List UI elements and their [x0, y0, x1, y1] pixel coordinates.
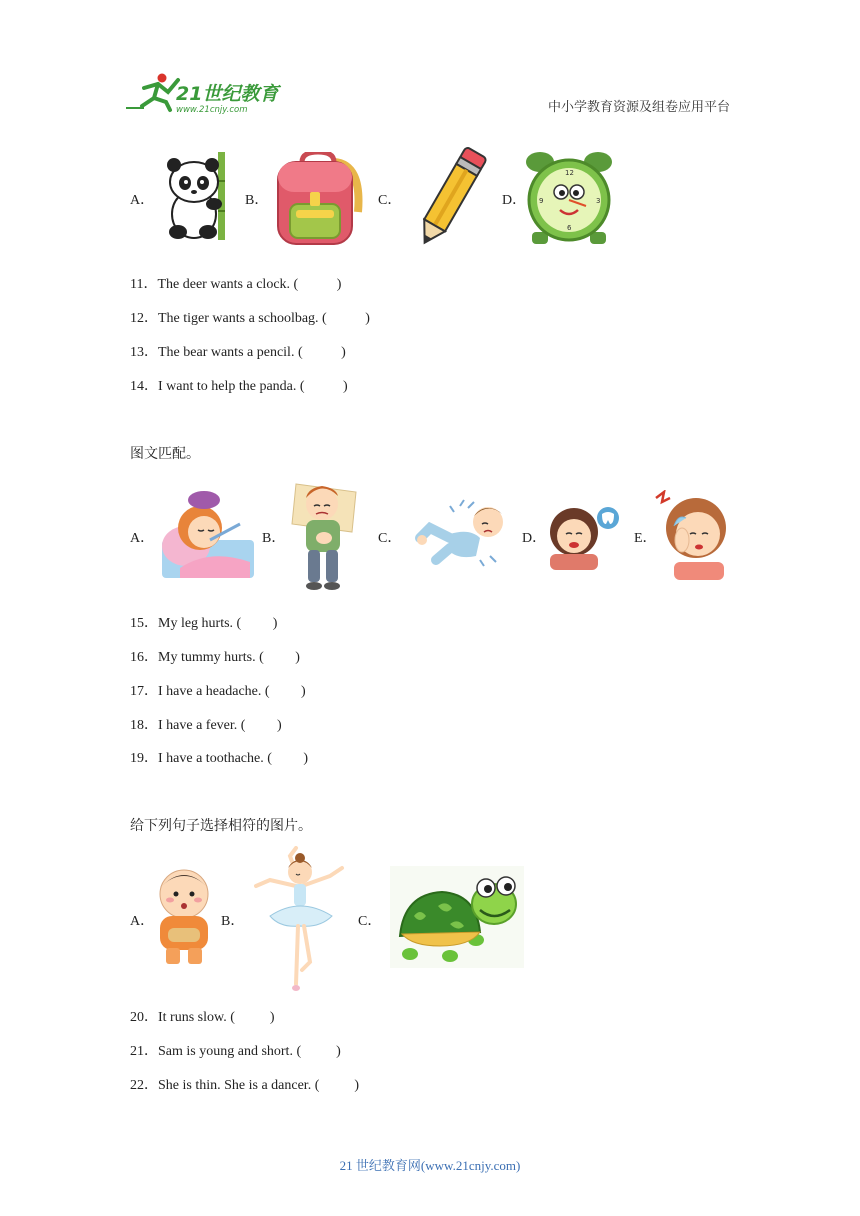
section-title-picture-match: 图文匹配。 — [130, 446, 200, 462]
option-e-label: E． — [634, 531, 657, 546]
question-18: 18．I have a fever. ( ) — [130, 718, 282, 733]
turtle-icon — [390, 866, 524, 968]
question-22: 22．She is thin. She is a dancer. ( ) — [130, 1078, 360, 1093]
question-19: 19．I have a toothache. ( ) — [130, 751, 309, 766]
option-c-label: C． — [358, 914, 382, 929]
boy-leg-hurt-icon — [410, 498, 510, 570]
svg-text:12: 12 — [565, 169, 574, 177]
svg-text:9: 9 — [539, 197, 544, 205]
option-b-label: B． — [262, 531, 286, 546]
question-14: 14．I want to help the panda. ( ) — [130, 379, 348, 394]
option-a-label: A． — [130, 531, 155, 546]
logo-title: 21世纪教育 — [176, 83, 279, 105]
question-15: 15．My leg hurts. ( ) — [130, 616, 278, 631]
option-a-label: A． — [130, 914, 155, 929]
ballerina-icon — [250, 846, 350, 994]
question-11: 11．The deer wants a clock. ( ) — [130, 277, 342, 292]
platform-caption: 中小学教育资源及组卷应用平台 — [548, 100, 731, 115]
schoolbag-icon — [272, 152, 364, 246]
girl-toothache-icon — [546, 504, 622, 570]
option-a-label: A． — [130, 193, 155, 208]
question-16: 16．My tummy hurts. ( ) — [130, 650, 300, 665]
option-b-label: B． — [245, 193, 269, 208]
section-title-choose-picture: 给下列句子选择相符的图片。 — [130, 818, 312, 834]
pencil-icon — [412, 144, 490, 254]
panda-icon — [156, 152, 234, 242]
sick-girl-fever-icon — [160, 488, 256, 580]
boy-tummy-ache-icon — [286, 478, 362, 592]
short-boy-icon — [152, 866, 216, 968]
svg-text:6: 6 — [567, 224, 572, 232]
question-13: 13．The bear wants a pencil. ( ) — [130, 345, 346, 360]
footer-link[interactable]: 21 世纪教育网(www.21cnjy.com) — [339, 1158, 521, 1173]
question-17: 17．I have a headache. ( ) — [130, 684, 306, 699]
runner-logo-icon — [126, 74, 178, 111]
option-b-label: B． — [221, 914, 245, 929]
svg-text:3: 3 — [596, 197, 601, 205]
logo-url: www.21cnjy.com — [176, 105, 248, 114]
clock-icon — [524, 150, 614, 246]
option-d-label: D． — [502, 193, 527, 208]
site-logo — [124, 70, 294, 114]
option-d-label: D． — [522, 531, 547, 546]
question-21: 21．Sam is young and short. ( ) — [130, 1044, 341, 1059]
girl-headache-icon — [652, 490, 730, 580]
option-c-label: C． — [378, 531, 402, 546]
question-12: 12．The tiger wants a schoolbag. ( ) — [130, 311, 370, 326]
option-c-label: C． — [378, 193, 402, 208]
question-20: 20．It runs slow. ( ) — [130, 1010, 275, 1025]
